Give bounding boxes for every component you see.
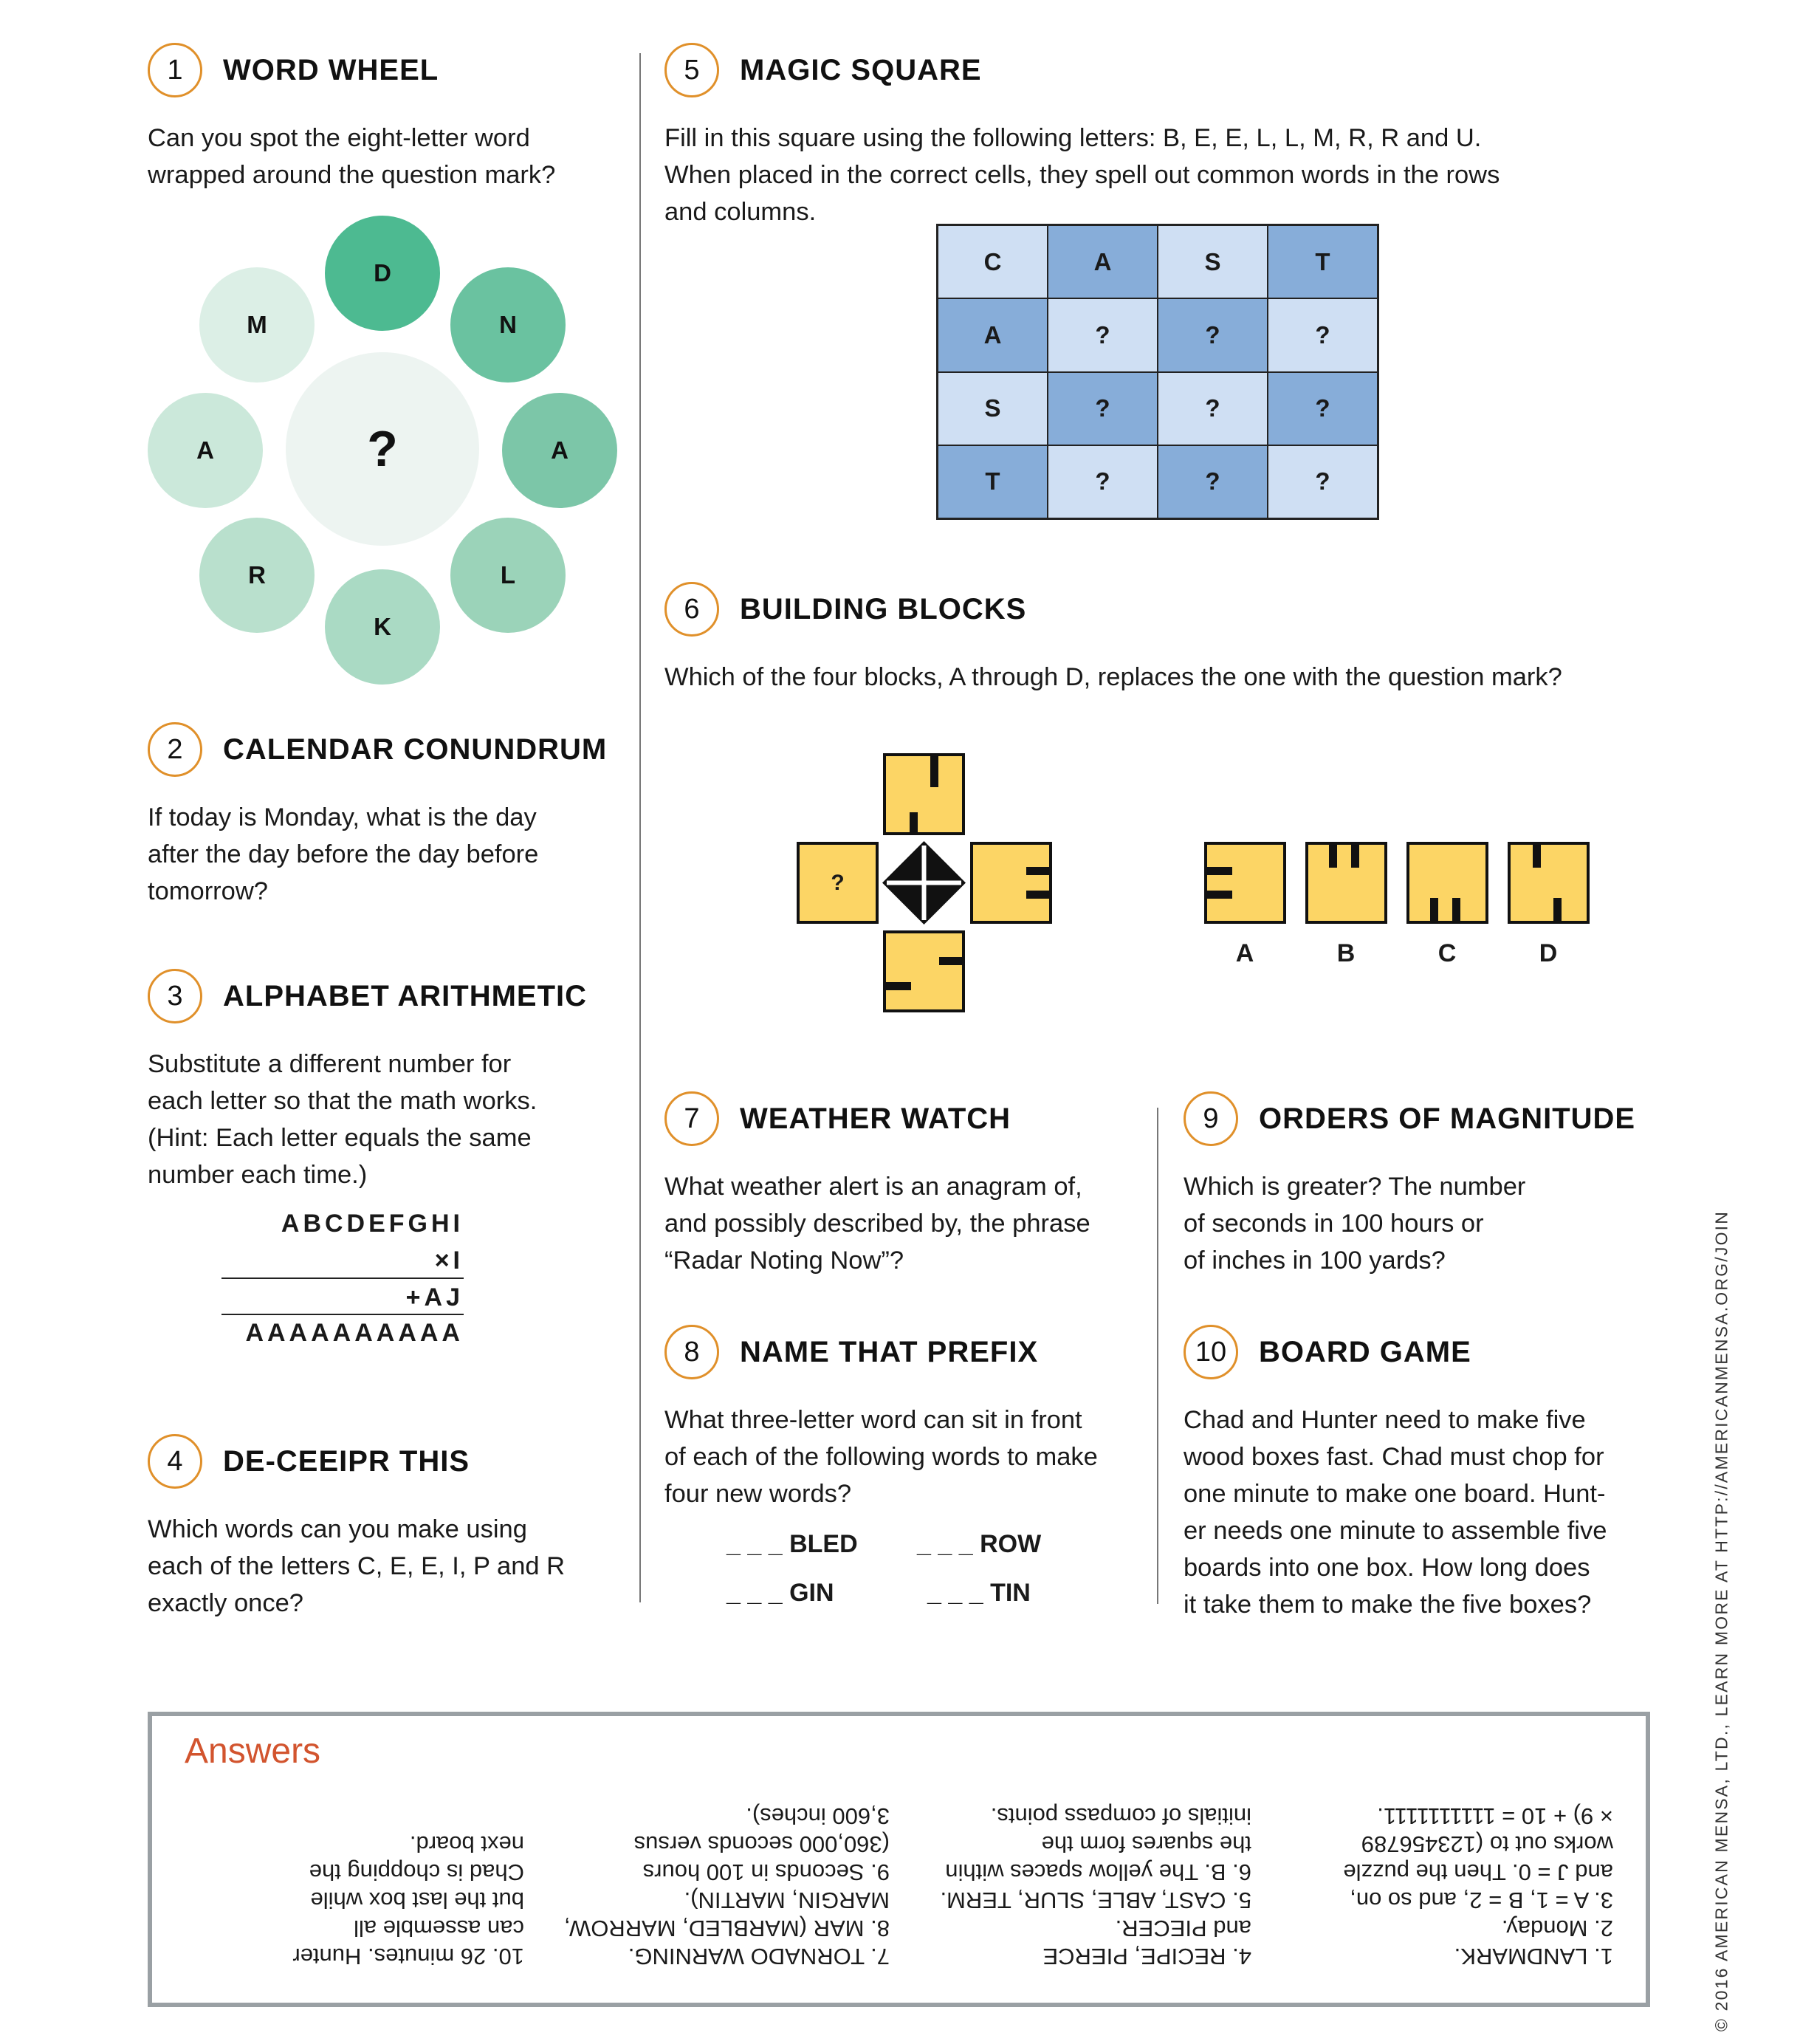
prefix-word: _ _ _ ROW <box>917 1530 1042 1558</box>
puzzle-number: 5 <box>664 43 719 97</box>
puzzle-title: WORD WHEEL <box>223 53 439 86</box>
answers-column: 4. RECIPE, PIERCE and PIECER. 5. CAST, ABLE, SLUR, TERM. 6. B. The yellow spaces within the squares form the initials of compass points. <box>940 1803 1251 1969</box>
option-block-a <box>1204 842 1286 924</box>
grid-cell: ? <box>1268 298 1378 371</box>
puzzle-text: Substitute a different number for each letter so that the math works. (Hint: Each letter equals the same number each time.) <box>148 1050 537 1189</box>
puzzle-number: 6 <box>664 582 719 637</box>
block-question <box>797 842 879 924</box>
block-mark <box>1452 898 1460 924</box>
prefix-word: _ _ _ GIN <box>726 1579 834 1607</box>
arithmetic-line: +AJ <box>405 1283 464 1311</box>
arithmetic-line: ×I <box>434 1246 464 1275</box>
puzzle-text: What weather alert is an anagram of, and possibly described by, the phrase “Radar Noting Now”? <box>664 1173 1090 1275</box>
puzzle-name-that-prefix <box>664 1323 1152 1512</box>
grid-cell: T <box>1268 225 1378 298</box>
grid-cell: T <box>938 445 1048 518</box>
puzzle-text: Chad and Hunter need to make five wood boxes fast. Chad must chop for one minute to make one board. Hunt- er needs one minute to assemble five boards into one box. How long does it take them to make the five boxes? <box>1184 1406 1607 1619</box>
block-right <box>970 842 1052 924</box>
grid-cell: ? <box>1268 372 1378 445</box>
block-mark <box>930 756 938 787</box>
grid-cell: ? <box>1158 298 1268 371</box>
column-divider-lower <box>1157 1108 1158 1604</box>
puzzle-orders-of-magnitude <box>1184 1090 1686 1279</box>
magic-square-grid <box>936 224 1379 520</box>
block-mark <box>910 812 918 835</box>
block-mark <box>1553 898 1562 924</box>
option-label: C <box>1437 939 1457 967</box>
block-mark <box>1207 867 1232 875</box>
puzzle-title: NAME THAT PREFIX <box>740 1335 1039 1368</box>
compass-icon <box>881 840 967 926</box>
grid-cell: ? <box>1268 445 1378 518</box>
puzzle-number: 1 <box>148 43 202 97</box>
puzzle-de-ceeipr <box>148 1433 620 1622</box>
puzzle-title: WEATHER WATCH <box>740 1102 1011 1135</box>
puzzle-title: CALENDAR CONUNDRUM <box>223 733 608 766</box>
wheel-letter: D <box>325 216 440 331</box>
grid-cell: A <box>938 298 1048 371</box>
puzzle-text: Which words can you make using each of the letters C, E, E, I, P and R exactly once? <box>148 1515 566 1617</box>
wheel-letter: R <box>199 518 315 633</box>
question-mark: ? <box>831 870 845 895</box>
puzzle-weather-watch <box>664 1090 1152 1279</box>
wheel-center: ? <box>286 352 479 546</box>
block-mark <box>1026 867 1052 875</box>
block-top <box>883 753 965 835</box>
grid-cell: A <box>1048 225 1158 298</box>
grid-cell: ? <box>1158 445 1268 518</box>
block-bottom <box>883 930 965 1012</box>
block-mark <box>939 957 965 965</box>
arithmetic-line: AAAAAAAAAA <box>245 1319 464 1347</box>
puzzle-title: DE-CEEIPR THIS <box>223 1444 470 1478</box>
puzzle-board-game <box>1184 1323 1686 1623</box>
option-block-b <box>1305 842 1387 924</box>
block-mark <box>1533 845 1541 868</box>
wheel-letter: N <box>450 267 566 383</box>
rule <box>221 1314 464 1315</box>
puzzle-title: BOARD GAME <box>1259 1335 1471 1368</box>
grid-cell: ? <box>1048 445 1158 518</box>
puzzle-title: ALPHABET ARITHMETIC <box>223 979 588 1012</box>
option-block-d <box>1508 842 1590 924</box>
puzzle-title: BUILDING BLOCKS <box>740 592 1027 625</box>
option-label: B <box>1336 939 1356 967</box>
block-mark <box>1430 898 1438 924</box>
wheel-letter: M <box>199 267 315 383</box>
puzzle-number: 7 <box>664 1091 719 1146</box>
prefix-word: _ _ _ TIN <box>927 1579 1031 1607</box>
puzzle-calendar-conundrum <box>148 721 620 910</box>
rule <box>221 1278 464 1279</box>
puzzle-number: 3 <box>148 969 202 1023</box>
answers-column: 1. LANDMARK. 2. Monday. 3. A = 1, B = 2, and so on, and J = 0. Then the puzzle works out to (123456789 × 9) + 10 = 1111111111. <box>1343 1803 1613 1969</box>
puzzle-text: What three-letter word can sit in front of each of the following words to make four new words? <box>664 1406 1098 1508</box>
wheel-letter: A <box>148 393 263 508</box>
option-label: A <box>1235 939 1254 967</box>
puzzle-text: Which is greater? The number of seconds in 100 hours or of inches in 100 yards? <box>1184 1173 1526 1275</box>
copyright-text: © 2016 AMERICAN MENSA, LTD., LEARN MORE AT HTTP://AMERICANMENSA.ORG/JOIN <box>1711 1210 1731 2032</box>
puzzle-alphabet-arithmetic <box>148 967 620 1193</box>
puzzle-word-wheel <box>148 41 620 193</box>
option-label: D <box>1539 939 1558 967</box>
answers-column: 10. 26 minutes. Hunter can assemble all but the last box while Chad is chopping the next board. <box>292 1831 524 1969</box>
block-mark <box>886 982 911 990</box>
puzzle-title: ORDERS OF MAGNITUDE <box>1259 1102 1636 1135</box>
wheel-letter: K <box>325 569 440 685</box>
block-mark <box>1026 891 1052 899</box>
block-mark <box>1329 845 1337 868</box>
puzzle-magic-square <box>664 41 1683 230</box>
puzzle-text: Which of the four blocks, A through D, replaces the one with the question mark? <box>664 663 1562 691</box>
grid-cell: S <box>938 372 1048 445</box>
option-block-c <box>1406 842 1488 924</box>
answers-title: Answers <box>185 1732 321 1771</box>
puzzle-building-blocks <box>664 580 1698 696</box>
puzzle-number: 4 <box>148 1434 202 1489</box>
column-divider <box>639 53 641 1602</box>
prefix-word: _ _ _ BLED <box>726 1530 858 1558</box>
puzzle-title: MAGIC SQUARE <box>740 53 982 86</box>
grid-cell: ? <box>1048 298 1158 371</box>
block-mark <box>1207 891 1232 899</box>
arithmetic-line: ABCDEFGHI <box>281 1210 464 1238</box>
puzzle-text: If today is Monday, what is the day after the day before the day before tomorrow? <box>148 803 539 905</box>
puzzle-number: 10 <box>1184 1325 1238 1379</box>
wheel-letter: L <box>450 518 566 633</box>
grid-cell: ? <box>1048 372 1158 445</box>
puzzle-number: 8 <box>664 1325 719 1379</box>
puzzle-number: 2 <box>148 722 202 777</box>
grid-cell: C <box>938 225 1048 298</box>
copyright-notice <box>1707 1210 1737 2032</box>
block-mark <box>1351 845 1359 868</box>
puzzle-number: 9 <box>1184 1091 1238 1146</box>
puzzle-text: Can you spot the eight-letter word wrapped around the question mark? <box>148 124 556 189</box>
puzzle-text: Fill in this square using the following letters: B, E, E, L, L, M, R, R and U. When placed in the correct cells, they spell out common words in the rows and columns. <box>664 124 1500 226</box>
grid-cell: S <box>1158 225 1268 298</box>
wheel-letter: A <box>502 393 617 508</box>
grid-cell: ? <box>1158 372 1268 445</box>
answers-column: 7. TORNADO WARNING. 8. MAR (MARBLED, MARROW, MARGIN, MARTIN). 9. Seconds in 100 hours (360,000 seconds versus 3,600 inches). <box>564 1803 890 1969</box>
